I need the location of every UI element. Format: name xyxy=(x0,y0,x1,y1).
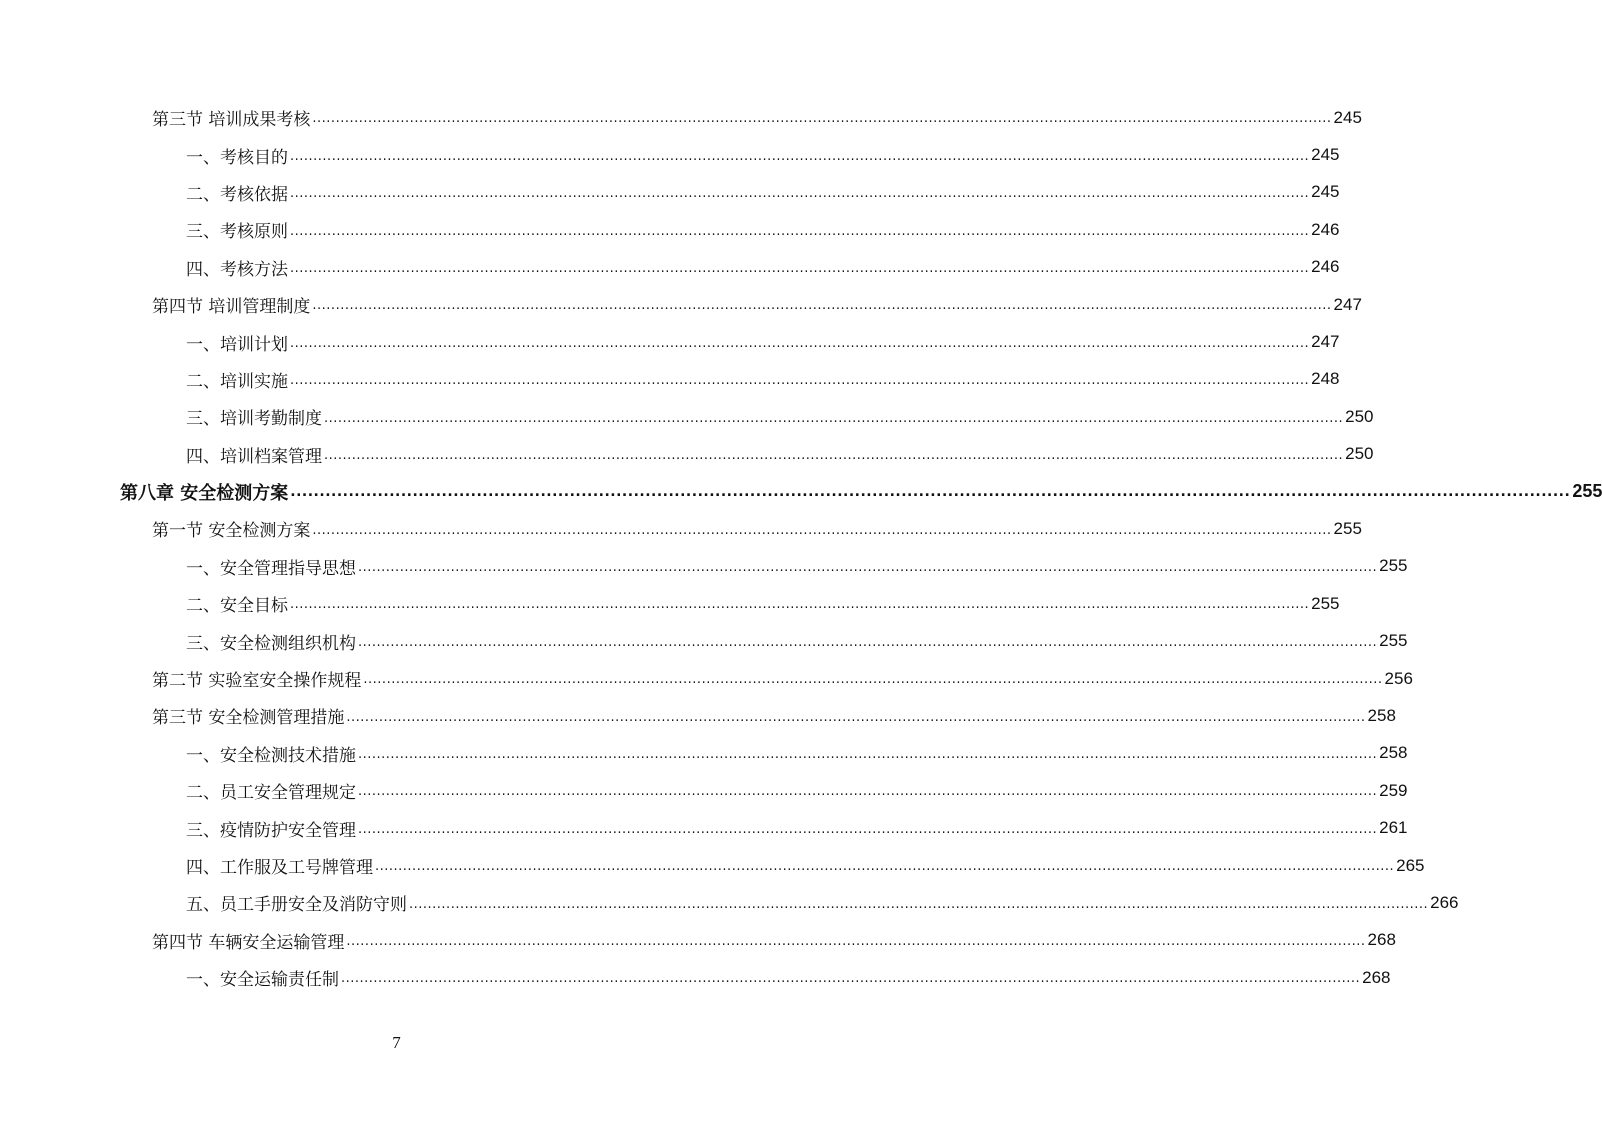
toc-page-number: 256 xyxy=(1384,668,1413,688)
toc-entry-title: 第三节 安全检测管理措施 xyxy=(152,708,345,729)
toc-page-number: 246 xyxy=(1311,257,1340,277)
toc-entry-title: 第八章 安全检测方案 xyxy=(120,482,289,504)
dot-leader: ............................................................................................................................................................................................................................ xyxy=(346,933,1366,949)
toc-entry-title: 二、考核依据 xyxy=(186,184,288,205)
dot-leader: ............................................................................................................................................................................................................................ xyxy=(358,560,1378,576)
toc-entry-title: 三、培训考勤制度 xyxy=(186,409,322,430)
toc-subsection-entry[interactable] xyxy=(0,622,1408,659)
toc-page-number: 255 xyxy=(1333,518,1362,538)
toc-page-number: 245 xyxy=(1311,145,1340,165)
dot-leader: ............................................................................................................................................................................................................................ xyxy=(290,148,1310,164)
toc-entry-title: 第一节 安全检测方案 xyxy=(152,521,311,542)
toc-page-number: 255 xyxy=(1311,593,1340,613)
toc-subsection-entry[interactable] xyxy=(0,174,1340,211)
toc-entry-title: 五、员工手册安全及消防守则 xyxy=(186,895,407,916)
toc-entry-title: 第四节 培训管理制度 xyxy=(152,297,311,318)
toc-subsection-entry[interactable] xyxy=(0,436,1374,473)
dot-leader: ............................................................................................................................................................................................................................ xyxy=(290,373,1310,389)
dot-leader: ............................................................................................................................................................................................................................ xyxy=(358,747,1378,763)
dot-leader: ............................................................................................................................................................................................................................ xyxy=(341,971,1361,987)
toc-page-number: 259 xyxy=(1379,780,1408,800)
toc-entry-title: 四、培训档案管理 xyxy=(186,446,322,467)
toc-subsection-entry[interactable] xyxy=(0,211,1340,248)
toc-page-number: 250 xyxy=(1345,406,1374,426)
dot-leader: ............................................................................................................................................................................................................................ xyxy=(290,597,1310,613)
toc-page-number: 245 xyxy=(1311,182,1340,202)
toc-subsection-entry[interactable] xyxy=(0,361,1340,398)
table-of-contents xyxy=(0,99,1602,996)
toc-entry-title: 三、疫情防护安全管理 xyxy=(186,820,356,841)
toc-section-entry[interactable] xyxy=(0,697,1396,734)
dot-leader: ............................................................................................................................................................................................................................ xyxy=(409,896,1429,912)
dot-leader: ............................................................................................................................................................................................................................ xyxy=(358,821,1378,837)
toc-subsection-entry[interactable] xyxy=(0,772,1408,809)
toc-page-number: 250 xyxy=(1345,444,1374,464)
toc-page-number: 255 xyxy=(1379,556,1408,576)
dot-leader: ............................................................................................................................................................................................................................ xyxy=(290,260,1310,276)
toc-subsection-entry[interactable] xyxy=(0,136,1340,173)
toc-page-number: 258 xyxy=(1379,743,1408,763)
toc-entry-title: 二、员工安全管理规定 xyxy=(186,783,356,804)
dot-leader: ............................................................................................................................................................................................................................ xyxy=(324,410,1344,426)
dot-leader: ............................................................................................................................................................................................................................ xyxy=(312,298,1332,314)
toc-section-entry[interactable] xyxy=(0,99,1362,136)
toc-page-number: 266 xyxy=(1430,892,1459,912)
toc-entry-title: 第四节 车辆安全运输管理 xyxy=(152,932,345,953)
toc-entry-title: 二、培训实施 xyxy=(186,371,288,392)
toc-entry-title: 第三节 培训成果考核 xyxy=(152,110,311,131)
toc-entry-title: 四、考核方法 xyxy=(186,259,288,280)
dot-leader: ............................................................................................................................................................................................................................ xyxy=(324,447,1344,463)
toc-page-number: 246 xyxy=(1311,219,1340,239)
toc-subsection-entry[interactable] xyxy=(0,548,1408,585)
toc-entry-title: 第二节 实验室安全操作规程 xyxy=(152,671,362,692)
toc-page-number: 248 xyxy=(1311,369,1340,389)
dot-leader: ............................................................................................................................................................................................................................ xyxy=(312,522,1332,538)
toc-section-entry[interactable] xyxy=(0,286,1362,323)
toc-entry-title: 一、考核目的 xyxy=(186,147,288,168)
toc-page-number: 245 xyxy=(1333,107,1362,127)
toc-entry-title: 三、考核原则 xyxy=(186,222,288,243)
toc-subsection-entry[interactable] xyxy=(0,884,1459,921)
toc-subsection-entry[interactable] xyxy=(0,249,1340,286)
dot-leader: ............................................................................................................................................................................................................................ xyxy=(363,672,1383,688)
dot-leader: ............................................................................................................................................................................................................................ xyxy=(290,186,1310,202)
toc-entry-title: 一、安全检测技术措施 xyxy=(186,745,356,766)
dot-leader: ............................................................................................................................................................................................................................ xyxy=(290,223,1310,239)
toc-page-number: 268 xyxy=(1367,930,1396,950)
dot-leader: ............................................................................................................................................................................................................................ xyxy=(290,335,1310,351)
toc-subsection-entry[interactable] xyxy=(0,847,1425,884)
dot-leader: ............................................................................................................................................................................................................................ xyxy=(312,111,1332,127)
toc-page-number: 247 xyxy=(1311,332,1340,352)
toc-entry-title: 三、安全检测组织机构 xyxy=(186,633,356,654)
toc-subsection-entry[interactable] xyxy=(0,735,1408,772)
toc-page-number: 261 xyxy=(1379,818,1408,838)
dot-leader: ............................................................................................................................................................................................................................ xyxy=(358,634,1378,650)
toc-entry-title: 一、安全运输责任制 xyxy=(186,970,339,991)
dot-leader: ............................................................................................................................................................................................................................ xyxy=(346,709,1366,725)
toc-entry-title: 一、安全管理指导思想 xyxy=(186,558,356,579)
toc-page-number: 268 xyxy=(1362,967,1391,987)
toc-subsection-entry[interactable] xyxy=(0,323,1340,360)
toc-subsection-entry[interactable] xyxy=(0,585,1340,622)
page-number: 7 xyxy=(392,1033,401,1052)
toc-section-entry[interactable] xyxy=(0,660,1413,697)
dot-leader: ............................................................................................................................................................................................................................ xyxy=(358,784,1378,800)
dot-leader: ............................................................................................................................................................................................................................ xyxy=(375,859,1395,875)
toc-subsection-entry[interactable] xyxy=(0,398,1374,435)
toc-section-entry[interactable] xyxy=(0,922,1396,959)
toc-page-number: 255 xyxy=(1572,481,1602,502)
toc-subsection-entry[interactable] xyxy=(0,959,1391,996)
dot-leader: ............................................................................................................................................................................................................................ xyxy=(290,484,1571,501)
toc-page-number: 265 xyxy=(1396,855,1425,875)
toc-page-number: 247 xyxy=(1333,294,1362,314)
toc-page-number: 258 xyxy=(1367,705,1396,725)
toc-entry-title: 二、安全目标 xyxy=(186,596,288,617)
toc-subsection-entry[interactable] xyxy=(0,809,1408,846)
toc-section-entry[interactable] xyxy=(0,510,1362,547)
toc-entry-title: 四、工作服及工号牌管理 xyxy=(186,858,373,878)
toc-entry-title: 一、培训计划 xyxy=(186,334,288,355)
toc-page-number: 255 xyxy=(1379,631,1408,651)
toc-chapter-entry[interactable] xyxy=(0,473,1602,510)
